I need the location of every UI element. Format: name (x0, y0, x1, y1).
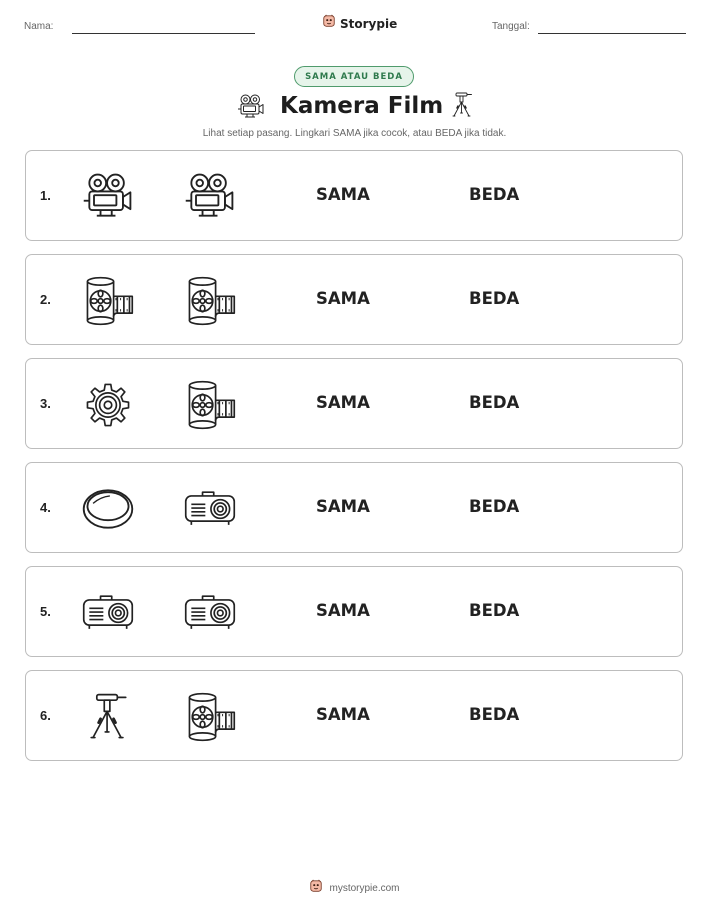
date-label: Tanggal: (492, 21, 530, 32)
film-camera-icon (181, 169, 239, 225)
instructions: Lihat setiap pasang. Lingkari SAMA jika cocok, atau BEDA jika tidak. (202, 128, 507, 139)
footer-site: mystorypie.com (329, 883, 400, 894)
option-beda[interactable]: BEDA (469, 185, 520, 204)
film-reel-icon (181, 273, 239, 329)
question-row (25, 358, 683, 449)
film-reel-icon (79, 273, 137, 329)
option-beda[interactable]: BEDA (469, 601, 520, 620)
option-beda[interactable]: BEDA (469, 289, 520, 308)
projector-icon (181, 481, 239, 537)
question-number: 5. (40, 604, 51, 619)
option-sama[interactable]: SAMA (316, 393, 370, 412)
tripod-icon (447, 90, 477, 125)
question-number: 3. (40, 396, 51, 411)
storypie-logo-icon (322, 14, 336, 33)
storypie-logo-icon (309, 879, 323, 898)
option-sama[interactable]: SAMA (316, 601, 370, 620)
film-reel-icon (181, 377, 239, 433)
question-row (25, 670, 683, 761)
question-row (25, 150, 683, 241)
option-beda[interactable]: BEDA (469, 497, 520, 516)
film-camera-icon (79, 169, 137, 225)
name-label: Nama: (24, 21, 54, 32)
question-row (25, 254, 683, 345)
brand-name: Storypie (340, 16, 398, 31)
film-reel-icon (181, 689, 239, 745)
projector-icon (181, 585, 239, 641)
question-number: 6. (40, 708, 51, 723)
tripod-icon (79, 689, 137, 745)
date-line[interactable] (538, 33, 686, 34)
option-sama[interactable]: SAMA (316, 289, 370, 308)
title-row (0, 90, 709, 126)
footer (0, 879, 709, 898)
option-sama[interactable]: SAMA (316, 497, 370, 516)
film-camera-icon (236, 92, 266, 127)
worksheet-badge: SAMA ATAU BEDA (294, 66, 414, 87)
question-number: 2. (40, 292, 51, 307)
question-row (25, 566, 683, 657)
option-sama[interactable]: SAMA (316, 185, 370, 204)
lens-filter-icon (79, 481, 137, 537)
projector-icon (79, 585, 137, 641)
option-sama[interactable]: SAMA (316, 705, 370, 724)
brand-logo (322, 14, 397, 33)
question-number: 4. (40, 500, 51, 515)
page-title: Kamera Film (280, 93, 444, 119)
option-beda[interactable]: BEDA (469, 705, 520, 724)
name-line[interactable] (72, 33, 255, 34)
question-row (25, 462, 683, 553)
question-number: 1. (40, 188, 51, 203)
gear-icon (79, 377, 137, 433)
option-beda[interactable]: BEDA (469, 393, 520, 412)
